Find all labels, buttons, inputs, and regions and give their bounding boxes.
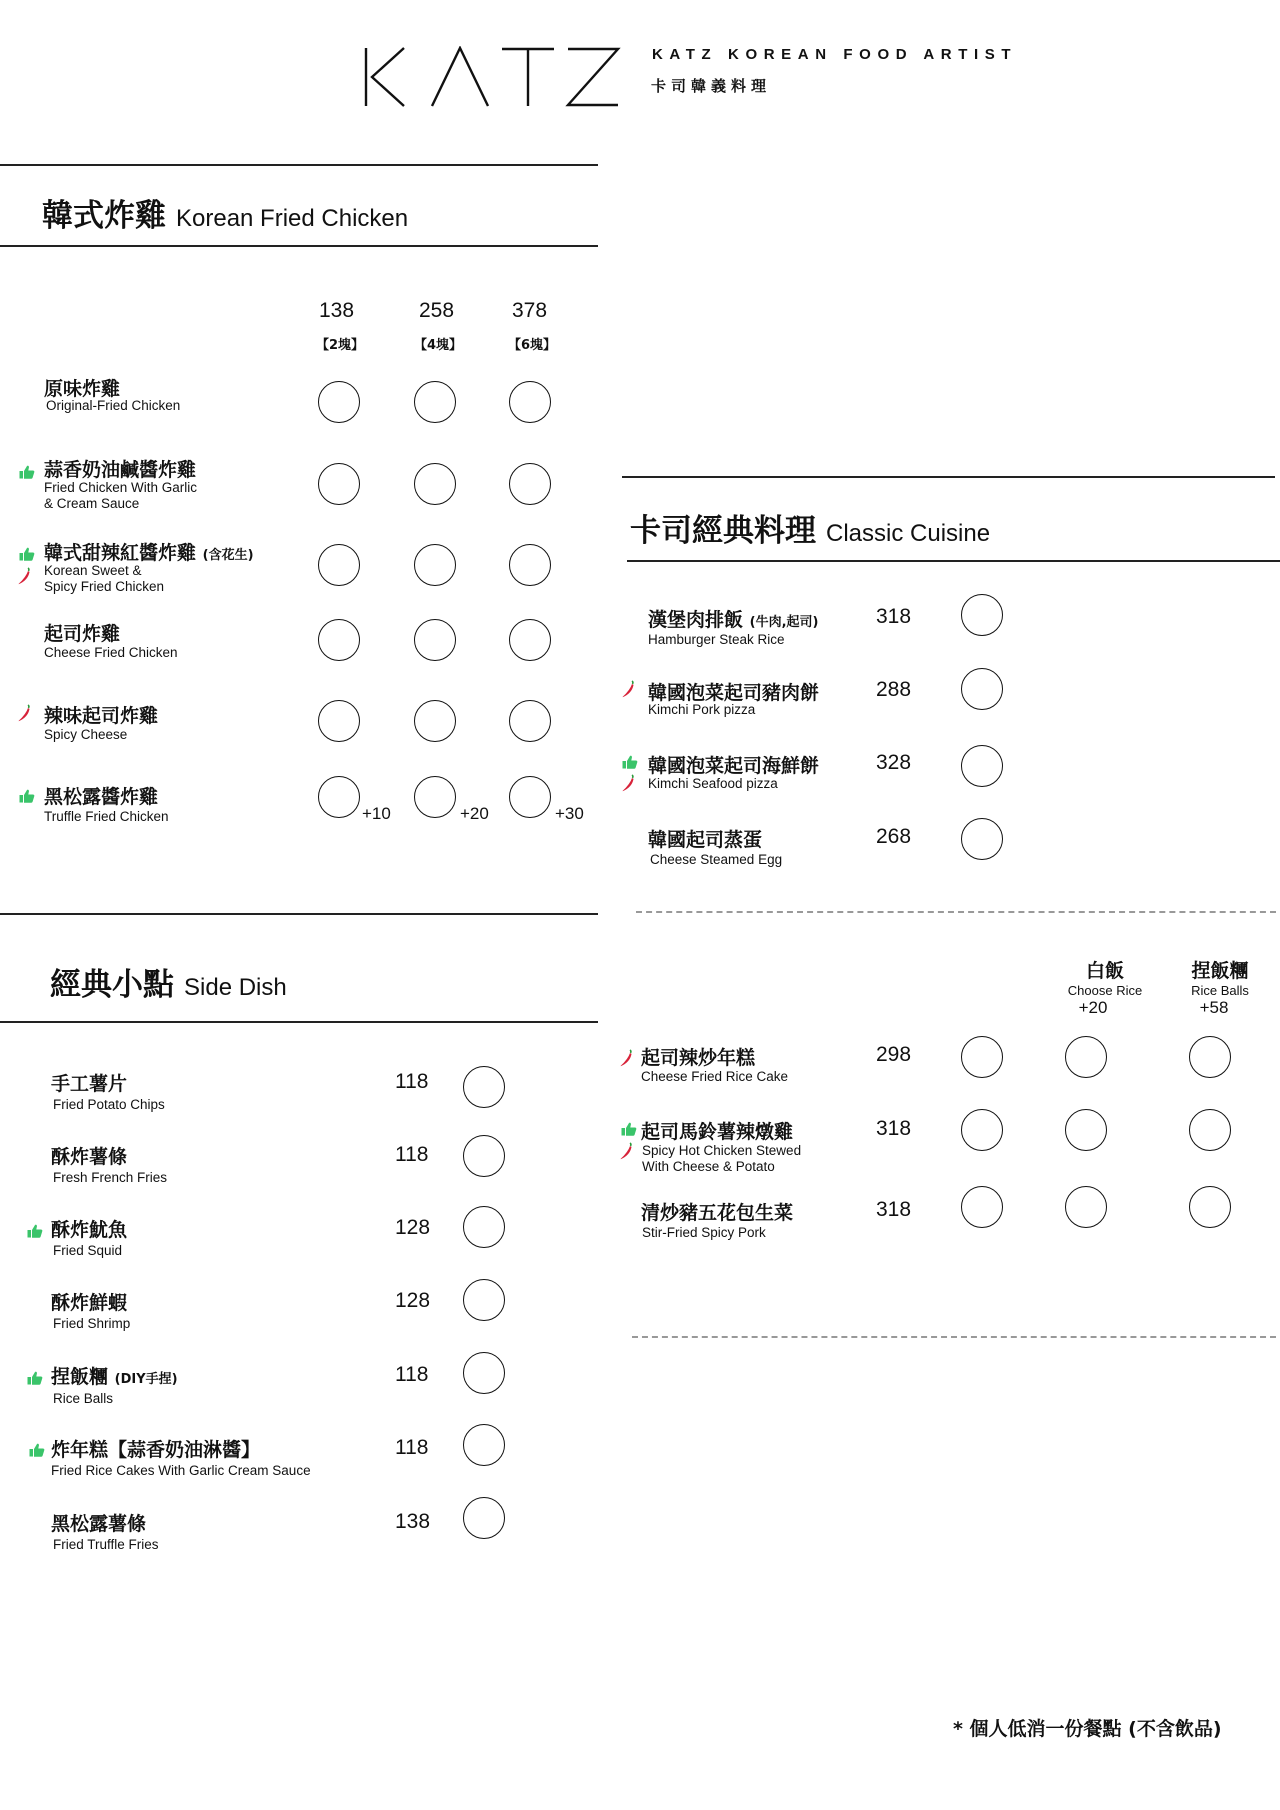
order-circle[interactable] <box>318 619 360 661</box>
item-name-en: Spicy Cheese <box>44 727 128 742</box>
divider <box>0 913 598 915</box>
item-name-en: Stir-Fried Spicy Pork <box>642 1225 766 1240</box>
order-circle-rice-balls[interactable] <box>1189 1186 1231 1228</box>
item-price: 328 <box>876 751 912 774</box>
order-circle[interactable] <box>318 776 360 818</box>
item-price: 318 <box>876 1198 912 1221</box>
divider <box>0 245 598 247</box>
item-name-zh: 手工薯片 <box>51 1073 128 1095</box>
order-circle[interactable] <box>463 1206 505 1248</box>
dashed-divider <box>632 1336 1276 1338</box>
thumbs-up-icon <box>19 789 35 803</box>
item-name-en: Rice Balls <box>53 1391 114 1406</box>
order-circle[interactable] <box>509 463 551 505</box>
item-note: (含花生) <box>202 548 254 563</box>
order-circle[interactable] <box>463 1424 505 1466</box>
item-name-en-2: Spicy Fried Chicken <box>44 579 165 594</box>
item-name-zh: 韓國泡菜起司豬肉餅 <box>648 682 820 704</box>
size-price-2: 138 <box>319 299 355 322</box>
item-name-en: Hamburger Steak Rice <box>648 632 785 647</box>
divider <box>627 560 1280 562</box>
item-name-zh: 起司炸雞 <box>44 623 121 645</box>
order-circle[interactable] <box>961 818 1003 860</box>
order-circle[interactable] <box>463 1066 505 1108</box>
item-name-en: Fresh French Fries <box>53 1170 168 1185</box>
size-price-6: 378 <box>512 299 548 322</box>
item-price: 128 <box>395 1216 431 1239</box>
minimum-charge-note: * 個人低消一份餐點 (不含飲品) <box>953 1718 1222 1740</box>
order-circle[interactable] <box>961 594 1003 636</box>
order-circle[interactable] <box>318 544 360 586</box>
item-name-zh: 捏飯糰 (DIY手捏) <box>51 1366 178 1388</box>
item-price: 288 <box>876 678 912 701</box>
order-circle[interactable] <box>414 381 456 423</box>
item-price: 118 <box>395 1363 429 1386</box>
order-circle[interactable] <box>509 381 551 423</box>
chili-pepper-icon <box>17 704 31 722</box>
item-note: (DIY手捏) <box>114 1372 178 1387</box>
size-price-4: 258 <box>419 299 455 322</box>
order-circle[interactable] <box>509 619 551 661</box>
order-circle[interactable] <box>509 776 551 818</box>
thumbs-up-icon <box>27 1224 43 1238</box>
order-circle[interactable] <box>318 381 360 423</box>
item-name-en: Kimchi Seafood pizza <box>648 776 778 791</box>
item-price: 118 <box>395 1070 429 1093</box>
order-circle[interactable] <box>414 619 456 661</box>
chili-pepper-icon <box>621 774 635 792</box>
order-circle[interactable] <box>961 745 1003 787</box>
rice-option-balls: 捏飯糰 Rice Balls +58 <box>1191 960 1249 1017</box>
addon-price: +10 <box>362 804 391 823</box>
item-note: (牛肉,起司) <box>749 615 819 630</box>
thumbs-up-icon <box>621 1122 637 1136</box>
order-circle-rice-balls[interactable] <box>1189 1109 1231 1151</box>
item-name-zh: 黑松露醬炸雞 <box>44 786 159 808</box>
item-name-en: Original-Fried Chicken <box>46 398 181 413</box>
item-name-zh: 韓國泡菜起司海鮮餅 <box>648 755 820 777</box>
addon-price: +30 <box>555 804 584 823</box>
order-circle[interactable] <box>961 1109 1003 1151</box>
item-price: 268 <box>876 825 912 848</box>
item-name-en: Fried Shrimp <box>53 1316 131 1331</box>
order-circle-white-rice[interactable] <box>1065 1036 1107 1078</box>
item-price: 318 <box>876 605 912 628</box>
order-circle-white-rice[interactable] <box>1065 1186 1107 1228</box>
order-circle[interactable] <box>318 700 360 742</box>
order-circle[interactable] <box>414 700 456 742</box>
item-name-zh: 炸年糕【蒜香奶油淋醬】 <box>51 1439 261 1461</box>
divider <box>0 164 598 166</box>
order-circle[interactable] <box>509 544 551 586</box>
order-circle[interactable] <box>509 700 551 742</box>
order-circle[interactable] <box>961 1036 1003 1078</box>
order-circle-rice-balls[interactable] <box>1189 1036 1231 1078</box>
katz-logo <box>362 46 622 108</box>
chili-pepper-icon <box>619 1049 633 1067</box>
item-name-en: Cheese Fried Rice Cake <box>641 1069 789 1084</box>
item-name-zh: 漢堡肉排飯 (牛肉,起司) <box>648 609 819 631</box>
addon-price: +20 <box>460 804 489 823</box>
size-label-6: 【6塊】 <box>508 338 557 353</box>
item-name-zh: 蒜香奶油鹹醬炸雞 <box>44 459 197 481</box>
order-circle[interactable] <box>463 1497 505 1539</box>
thumbs-up-icon <box>29 1443 45 1457</box>
item-price: 118 <box>395 1436 429 1459</box>
item-name-en: Fried Potato Chips <box>53 1097 165 1112</box>
item-name-en: Cheese Steamed Egg <box>650 852 783 867</box>
item-name-zh: 原味炸雞 <box>44 378 121 400</box>
item-price: 118 <box>395 1143 429 1166</box>
item-name-zh: 酥炸薯條 <box>51 1146 128 1168</box>
order-circle[interactable] <box>318 463 360 505</box>
order-circle[interactable] <box>414 544 456 586</box>
thumbs-up-icon <box>19 465 35 479</box>
chili-pepper-icon <box>621 680 635 698</box>
item-price: 298 <box>876 1043 912 1066</box>
item-name-en: Truffle Fried Chicken <box>44 809 169 824</box>
item-name-en: Fried Chicken With Garlic <box>44 480 198 495</box>
item-name-en: Fried Truffle Fries <box>53 1537 159 1552</box>
size-label-4: 【4塊】 <box>414 338 463 353</box>
order-circle[interactable] <box>463 1279 505 1321</box>
item-price: 318 <box>876 1117 912 1140</box>
item-name-zh: 清炒豬五花包生菜 <box>641 1202 794 1224</box>
thumbs-up-icon <box>27 1371 43 1385</box>
size-label-2: 【2塊】 <box>316 338 365 353</box>
brand-tagline-en: KATZ KOREAN FOOD ARTIST <box>652 46 1018 63</box>
divider <box>0 1021 598 1023</box>
item-name-en: Fried Squid <box>53 1243 123 1258</box>
item-name-en: Spicy Hot Chicken Stewed <box>642 1143 802 1158</box>
item-price: 128 <box>395 1289 431 1312</box>
item-name-en: Kimchi Pork pizza <box>648 702 756 717</box>
item-name-zh: 韓國起司蒸蛋 <box>648 829 763 851</box>
rice-option-white: 白飯 Choose Rice +20 <box>1067 960 1143 1017</box>
item-name-zh: 起司辣炒年糕 <box>641 1047 756 1069</box>
section-title-classic: 卡司經典料理 Classic Cuisine <box>630 513 991 549</box>
order-circle[interactable] <box>463 1352 505 1394</box>
item-name-zh: 韓式甜辣紅醬炸雞 (含花生) <box>44 542 254 564</box>
order-circle[interactable] <box>961 668 1003 710</box>
section-title-side: 經典小點 Side Dish <box>50 967 287 1003</box>
order-circle[interactable] <box>414 463 456 505</box>
order-circle[interactable] <box>463 1135 505 1177</box>
chili-pepper-icon <box>619 1142 633 1160</box>
section-title-fried-chicken: 韓式炸雞 Korean Fried Chicken <box>42 198 409 234</box>
thumbs-up-icon <box>622 755 638 769</box>
item-name-zh: 酥炸鮮蝦 <box>51 1292 128 1314</box>
divider <box>622 476 1275 478</box>
item-name-zh: 酥炸魷魚 <box>51 1219 128 1241</box>
item-name-en-2: & Cream Sauce <box>44 496 140 511</box>
item-name-en: Cheese Fried Chicken <box>44 645 178 660</box>
chili-pepper-icon <box>17 567 31 585</box>
dashed-divider <box>636 911 1276 913</box>
item-name-zh: 起司馬鈴薯辣燉雞 <box>641 1121 794 1143</box>
item-name-en-2: With Cheese & Potato <box>642 1159 775 1174</box>
item-name-zh: 黑松露薯條 <box>51 1513 147 1535</box>
item-name-en: Korean Sweet & <box>44 563 142 578</box>
order-circle[interactable] <box>414 776 456 818</box>
item-price: 138 <box>395 1510 431 1533</box>
brand-tagline-zh: 卡司韓義料理 <box>651 77 772 95</box>
item-name-zh: 辣味起司炸雞 <box>44 705 159 727</box>
item-name-en: Fried Rice Cakes With Garlic Cream Sauce <box>51 1463 311 1478</box>
order-circle-white-rice[interactable] <box>1065 1109 1107 1151</box>
order-circle[interactable] <box>961 1186 1003 1228</box>
thumbs-up-icon <box>19 547 35 561</box>
